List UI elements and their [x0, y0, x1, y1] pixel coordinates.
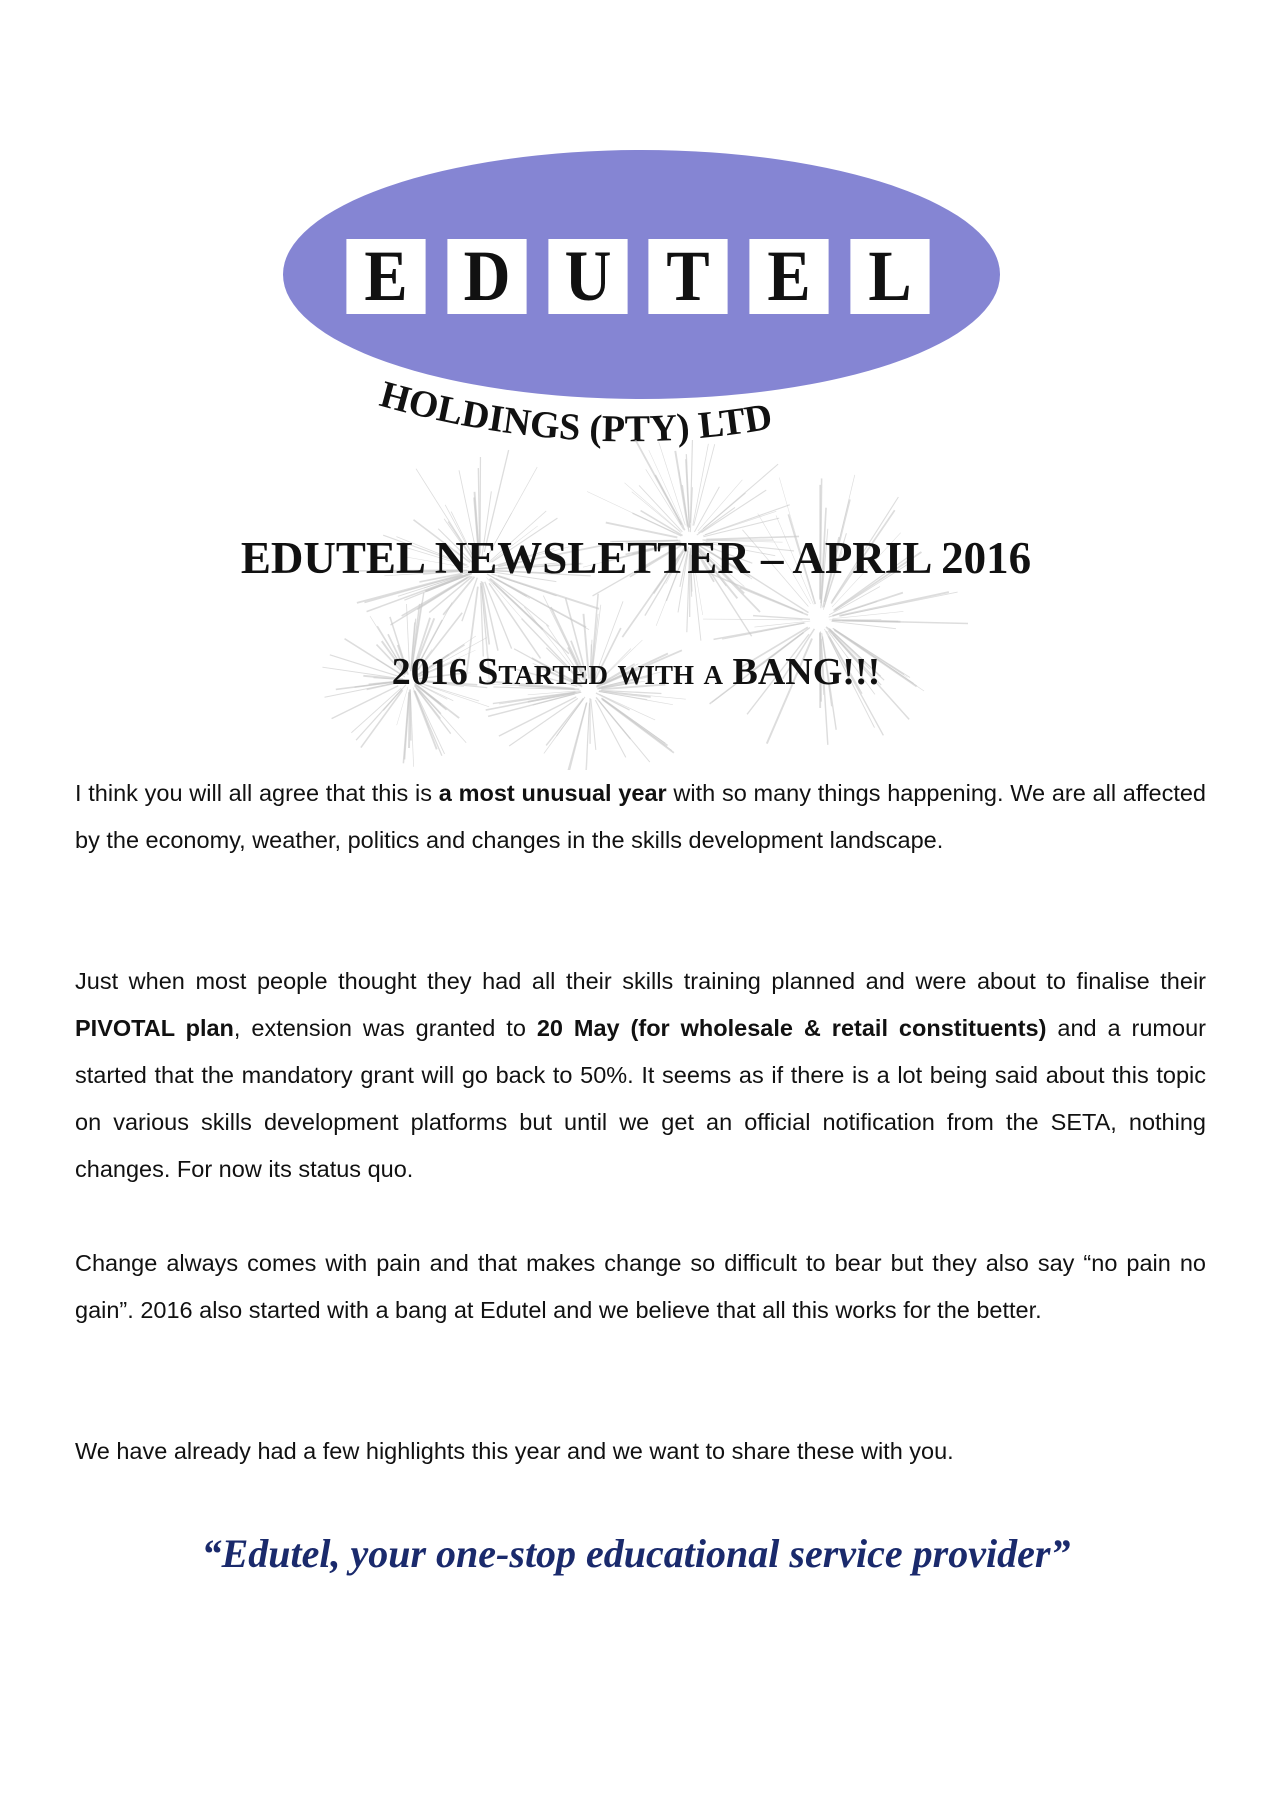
newsletter-title: EDUTEL NEWSLETTER – APRIL 2016	[240, 533, 1032, 583]
paragraph-1: I think you will all agree that this is a most unusual year with so many things happening. We are all affected by the economy, weather, politics and changes in the skills development landscape.	[75, 780, 1206, 853]
svg-text:HOLDINGS (PTY) LTD	[376, 373, 775, 450]
firework-ray	[509, 698, 578, 746]
firework-ray	[499, 697, 576, 736]
firework-ray	[602, 692, 672, 704]
paragraph-3: Change always comes with pain and that makes change so difficult to bear but they also say “no pain no gain”. 2016 also started with a bang at Edutel and we believe that all this works for the better.	[75, 1250, 1206, 1323]
firework-ray	[356, 689, 402, 740]
logo-letters	[342, 236, 934, 316]
firework-ray	[410, 689, 411, 741]
logo-letter: E	[750, 239, 829, 314]
tagline: “Edutel, your one-stop educational service provider”	[201, 1531, 1071, 1576]
firework-ray	[493, 583, 569, 654]
firework-ray	[646, 469, 684, 529]
newsletter-subtitle: 2016 Started with a BANG!!!	[391, 651, 881, 693]
firework-ray	[829, 587, 880, 615]
firework-ray	[693, 444, 709, 526]
logo-letter: T	[649, 239, 728, 314]
firework-ray	[488, 694, 575, 716]
firework-ray	[599, 701, 650, 762]
paragraph-4: We have already had a few highlights this year and we want to share these with you.	[75, 1438, 954, 1464]
firework-ray	[703, 619, 802, 620]
firework-ray	[566, 703, 586, 770]
logo-letter: L	[850, 239, 929, 314]
paragraph-2: Just when most people thought they had all their skills training planned and were about to finalise their PIVOTAL plan, extension was granted to 20 May (for wholesale & retail constituents) and a rumour started that the mandatory grant will go back to 50%. It seems as if there is a lot being said about this topic on various skills development platforms but until we get an official notification from the SETA, nothing changes. For now its status quo.	[75, 968, 1206, 1182]
logo-letter: E	[346, 239, 425, 314]
firework-ray	[831, 621, 896, 628]
firework-ray	[587, 491, 674, 532]
logo-subtitle: HOLDINGS (PTY) LTD	[375, 373, 776, 451]
fireworks-decoration	[260, 440, 1020, 770]
firework-ray	[753, 616, 810, 620]
firework-ray	[591, 699, 596, 750]
firework-ray	[832, 620, 900, 621]
firework-ray	[701, 490, 766, 532]
firework-ray	[403, 692, 409, 763]
logo-letter: D	[447, 239, 526, 314]
logo-letter: U	[548, 239, 627, 314]
firework-ray	[603, 699, 674, 752]
